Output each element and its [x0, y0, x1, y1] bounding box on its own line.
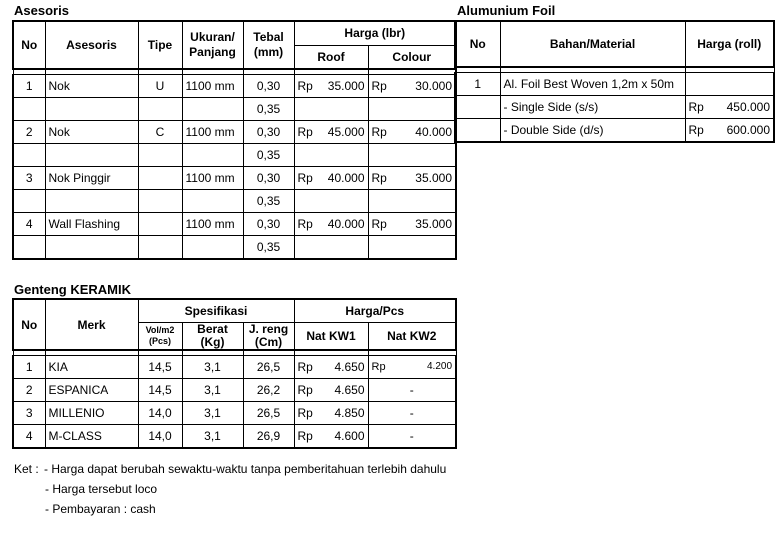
cell-berat: 3,1	[182, 379, 243, 402]
cell-no	[13, 189, 45, 212]
cell-vol: 14,0	[138, 425, 182, 449]
cell-name	[45, 97, 138, 120]
cell-ukuran: 1100 mm	[182, 166, 243, 189]
cell-no	[455, 119, 500, 143]
notes	[14, 459, 446, 519]
asesoris-title: Asesoris	[14, 3, 69, 18]
cell-berat: 3,1	[182, 356, 243, 379]
currency-label: Rp	[371, 361, 386, 373]
cell-berat: 3,1	[182, 425, 243, 449]
cell-tebal: 0,30	[243, 74, 294, 97]
cell-colour	[368, 212, 456, 235]
currency-label: Rp	[297, 78, 313, 93]
header-roof: Roof	[294, 45, 368, 69]
header-no: No	[13, 21, 45, 69]
currency-label: Rp	[297, 124, 313, 139]
cell-name	[45, 143, 138, 166]
genteng-header-harga: Harga/Pcs	[294, 299, 456, 323]
cell-kw2: -	[368, 379, 456, 402]
price-value: 40.000	[415, 124, 452, 139]
table-row	[13, 379, 456, 402]
cell-no: 3	[13, 402, 45, 425]
genteng-header-vol: Vol/m2 (Pcs)	[138, 323, 182, 351]
price-value: 4.200	[426, 361, 453, 372]
price-value: 4.650	[334, 360, 365, 374]
table-row	[455, 119, 774, 143]
cell-roof	[294, 97, 368, 120]
cell-ukuran: 1100 mm	[182, 74, 243, 97]
cell-tebal: 0,30	[243, 120, 294, 143]
foil-header-bahan: Bahan/Material	[500, 21, 685, 67]
cell-merk: ESPANICA	[45, 379, 138, 402]
cell-tebal: 0,35	[243, 97, 294, 120]
cell-tebal: 0,30	[243, 166, 294, 189]
table-row	[455, 96, 774, 119]
cell-vol: 14,0	[138, 402, 182, 425]
cell-no: 3	[13, 166, 45, 189]
cell-ukuran	[182, 189, 243, 212]
cell-reng: 26,5	[243, 356, 294, 379]
genteng-title: Genteng KERAMIK	[14, 282, 131, 297]
cell-no: 1	[13, 74, 45, 97]
foil-table	[454, 20, 775, 143]
price-value: 40.000	[327, 216, 365, 231]
cell-name: Nok Pinggir	[45, 166, 138, 189]
cell-colour	[368, 120, 456, 143]
cell-tebal: 0,30	[243, 212, 294, 235]
cell-kw2	[368, 356, 456, 379]
cell-roof	[294, 143, 368, 166]
cell-reng: 26,9	[243, 425, 294, 449]
cell-tipe: U	[138, 74, 182, 97]
cell-reng: 26,2	[243, 379, 294, 402]
cell-tipe: C	[138, 120, 182, 143]
foil-title: Alumunium Foil	[457, 3, 556, 18]
currency-label: Rp	[297, 170, 313, 185]
currency-label: Rp	[371, 124, 387, 139]
foil-header-harga: Harga (roll)	[685, 21, 774, 67]
cell-vol: 14,5	[138, 356, 182, 379]
note-line-1: - Harga dapat berubah sewaktu-waktu tanpa pemberitahuan terlebih dahulu	[44, 462, 447, 476]
genteng-header-spesifikasi: Spesifikasi	[138, 299, 294, 323]
cell-no: 4	[13, 212, 45, 235]
price-value: 30.000	[415, 78, 452, 93]
cell-vol: 14,5	[138, 379, 182, 402]
cell-harga	[685, 73, 774, 96]
cell-colour	[368, 143, 456, 166]
note-line-3: - Pembayaran : cash	[45, 502, 156, 516]
cell-colour	[368, 74, 456, 97]
table-row	[13, 402, 456, 425]
cell-roof	[294, 212, 368, 235]
cell-roof	[294, 166, 368, 189]
price-value: 35.000	[415, 170, 452, 185]
cell-colour	[368, 97, 456, 120]
cell-no: 1	[455, 73, 500, 96]
cell-tipe	[138, 166, 182, 189]
notes-label: Ket :	[14, 462, 39, 476]
genteng-table	[12, 298, 457, 449]
currency-label: Rp	[371, 216, 387, 231]
cell-colour	[368, 166, 456, 189]
cell-tebal: 0,35	[243, 143, 294, 166]
cell-ukuran	[182, 235, 243, 259]
genteng-header-berat: Berat (Kg)	[182, 323, 243, 351]
price-value: 35.000	[327, 78, 365, 93]
table-row	[13, 120, 456, 143]
cell-kw1	[294, 379, 368, 402]
asesoris-table	[12, 20, 457, 260]
cell-roof	[294, 74, 368, 97]
cell-tebal: 0,35	[243, 189, 294, 212]
cell-merk: KIA	[45, 356, 138, 379]
price-value: 35.000	[415, 216, 452, 231]
genteng-header-kw1: Nat KW1	[294, 323, 368, 351]
table-row	[13, 212, 456, 235]
price-value: 40.000	[327, 170, 365, 185]
cell-colour	[368, 235, 456, 259]
header-colour: Colour	[368, 45, 456, 69]
cell-ukuran	[182, 143, 243, 166]
cell-harga	[685, 96, 774, 119]
cell-no	[13, 97, 45, 120]
cell-no	[13, 143, 45, 166]
table-row	[13, 74, 456, 97]
foil-header-no: No	[455, 21, 500, 67]
cell-merk: M-CLASS	[45, 425, 138, 449]
cell-no	[455, 96, 500, 119]
cell-roof	[294, 189, 368, 212]
cell-bahan: - Double Side (d/s)	[500, 119, 685, 143]
currency-label: Rp	[297, 406, 313, 420]
price-value: 4.600	[334, 429, 365, 443]
cell-harga	[685, 119, 774, 143]
table-row	[13, 235, 456, 259]
cell-tipe	[138, 235, 182, 259]
cell-bahan: Al. Foil Best Woven 1,2m x 50m	[500, 73, 685, 96]
currency-label: Rp	[297, 360, 313, 374]
table-row	[455, 73, 774, 96]
price-value: 4.650	[334, 383, 365, 397]
cell-ukuran: 1100 mm	[182, 120, 243, 143]
cell-roof	[294, 235, 368, 259]
cell-no	[13, 235, 45, 259]
header-ukuran: Ukuran/ Panjang	[182, 21, 243, 69]
currency-label: Rp	[688, 100, 704, 114]
table-row	[13, 166, 456, 189]
cell-kw1	[294, 425, 368, 449]
genteng-header-kw2: Nat KW2	[368, 323, 456, 351]
price-value: 4.850	[334, 406, 365, 420]
cell-kw2: -	[368, 425, 456, 449]
cell-name: Nok	[45, 120, 138, 143]
cell-tipe	[138, 143, 182, 166]
currency-label: Rp	[297, 383, 313, 397]
currency-label: Rp	[688, 123, 704, 137]
cell-kw1	[294, 402, 368, 425]
price-value: 45.000	[327, 124, 365, 139]
price-value: 600.000	[726, 123, 770, 137]
table-row	[13, 97, 456, 120]
cell-ukuran: 1100 mm	[182, 212, 243, 235]
genteng-header-reng: J. reng (Cm)	[243, 323, 294, 351]
cell-no: 2	[13, 379, 45, 402]
cell-no: 1	[13, 356, 45, 379]
currency-label: Rp	[297, 216, 313, 231]
header-asesoris: Asesoris	[45, 21, 138, 69]
cell-berat: 3,1	[182, 402, 243, 425]
cell-no: 4	[13, 425, 45, 449]
cell-name: Nok	[45, 74, 138, 97]
cell-ukuran	[182, 97, 243, 120]
cell-merk: MILLENIO	[45, 402, 138, 425]
header-harga-lbr: Harga (lbr)	[294, 21, 456, 45]
cell-name: Wall Flashing	[45, 212, 138, 235]
table-row	[13, 189, 456, 212]
table-row	[13, 356, 456, 379]
note-line-2: - Harga tersebut loco	[45, 482, 158, 496]
cell-colour	[368, 189, 456, 212]
table-row	[13, 425, 456, 449]
table-row	[13, 143, 456, 166]
cell-tipe	[138, 189, 182, 212]
price-value: 450.000	[726, 100, 770, 114]
currency-label: Rp	[371, 170, 387, 185]
cell-name	[45, 235, 138, 259]
header-tebal: Tebal (mm)	[243, 21, 294, 69]
genteng-header-merk: Merk	[45, 299, 138, 350]
cell-kw2: -	[368, 402, 456, 425]
currency-label: Rp	[371, 78, 387, 93]
cell-name	[45, 189, 138, 212]
genteng-header-no: No	[13, 299, 45, 350]
header-tipe: Tipe	[138, 21, 182, 69]
cell-reng: 26,5	[243, 402, 294, 425]
cell-kw1	[294, 356, 368, 379]
cell-tipe	[138, 97, 182, 120]
cell-bahan: - Single Side (s/s)	[500, 96, 685, 119]
cell-roof	[294, 120, 368, 143]
cell-no: 2	[13, 120, 45, 143]
cell-tebal: 0,35	[243, 235, 294, 259]
cell-tipe	[138, 212, 182, 235]
currency-label: Rp	[297, 429, 313, 443]
